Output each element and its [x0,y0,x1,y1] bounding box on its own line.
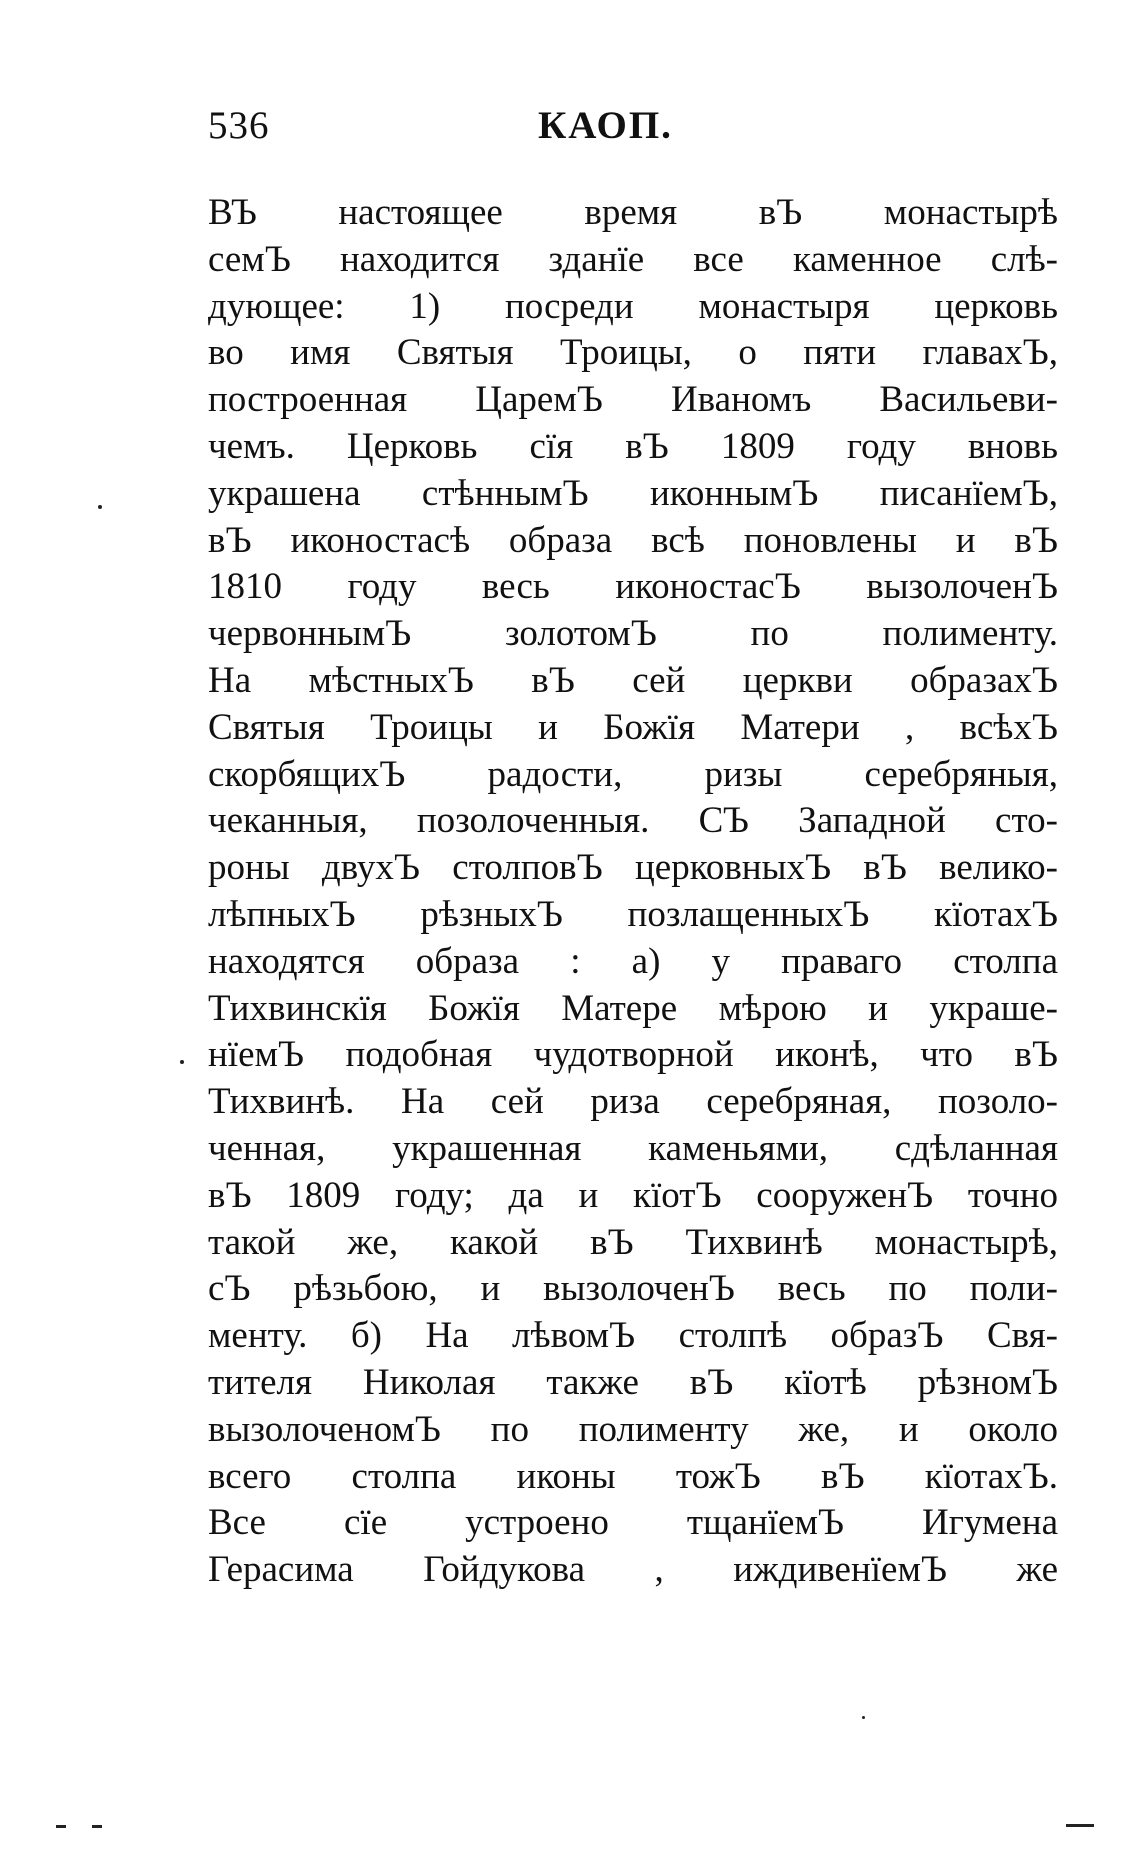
scan-speck [98,505,102,509]
text-line: Тихвинѣ. На сей риза серебряная, позоло- [208,1081,1058,1123]
text-line: всего столпа иконы тожЪ вЪ кїотахЪ. [208,1455,1058,1497]
body-text [208,190,1058,1594]
text-line: построенная ЦаремЪ Иваномъ Васильеви- [208,379,1058,421]
text-line: На мѣстныхЪ вЪ сей церкви образахЪ [208,659,1058,701]
text-line: скорбящихЪ радости, ризы серебряныя, [208,753,1058,795]
text-line: ВЪ настоящее время вЪ монастырѣ [208,192,1058,233]
scan-speck [862,1716,865,1719]
text-line: дующее: 1) посреди монастыря церковь [208,285,1058,327]
text-line: такой же, какой вЪ Тихвинѣ монастырѣ, [208,1221,1058,1263]
running-head: КАОП. [538,104,673,147]
text-line: роны двухЪ столповЪ церковныхЪ вЪ велико- [208,847,1058,889]
text-line: Герасима Гойдукова , иждивенїемЪ же [208,1549,1058,1591]
text-line: украшена стѣннымЪ иконнымЪ писанїемЪ, [208,472,1058,514]
text-line: семЪ находится зданїе все каменное слѣ- [208,238,1058,280]
scan-speck [180,1060,184,1064]
text-line: ченная, украшенная каменьями, сдѣланная [208,1127,1058,1169]
text-line: тителя Николая также вЪ кїотѣ рѣзномЪ [208,1361,1058,1403]
text-line: Тихвинскїя Божїя Матере мѣрою и украше- [208,987,1058,1029]
text-line: Все сїе устроено тщанїемЪ Игумена [208,1502,1058,1544]
text-line: сЪ рѣзьбою, и вызолоченЪ весь по поли- [208,1268,1058,1310]
text-line: вЪ иконостасѣ образа всѣ поновлены и вЪ [208,519,1058,561]
text-line: чемъ. Церковь сїя вЪ 1809 году вновь [208,425,1058,467]
text-line: нїемЪ подобная чудотворной иконѣ, что вЪ [208,1034,1058,1076]
page-number: 536 [208,104,270,147]
text-line: чеканныя, позолоченныя. СЪ Западной сто- [208,800,1058,842]
scan-speck [92,1825,102,1828]
text-line: 1810 году весь иконостасЪ вызолоченЪ [208,566,1058,608]
text-line: Святыя Троицы и Божїя Матери , всѣхЪ [208,706,1058,748]
page-header [208,96,1058,156]
text-line: лѣпныхЪ рѣзныхЪ позлащенныхЪ кїотахЪ [208,893,1058,935]
text-line: менту. б) На лѣвомЪ столпѣ образЪ Свя- [208,1315,1058,1357]
text-line: вызолоченомЪ по полименту же, и около [208,1408,1058,1450]
text-line: во имя Святыя Троицы, о пяти главахЪ, [208,332,1058,374]
text-line: червоннымЪ золотомЪ по полименту. [208,613,1058,655]
scan-speck [56,1825,66,1828]
text-line: вЪ 1809 году; да и кїотЪ сооруженЪ точно [208,1174,1058,1216]
scan-speck [1066,1824,1094,1827]
text-line: находятся образа : а) у праваго столпа [208,940,1058,982]
